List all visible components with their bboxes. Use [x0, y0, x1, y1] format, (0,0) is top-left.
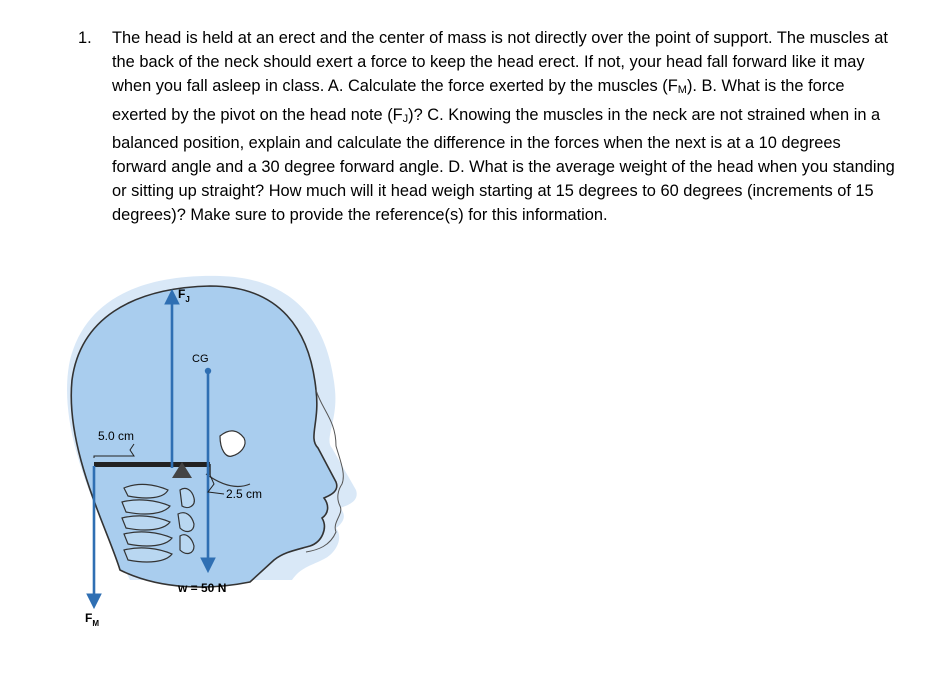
- subscript-j: J: [402, 112, 409, 125]
- head-force-diagram: [60, 270, 380, 650]
- label-fj: $F_J$: [178, 287, 190, 304]
- cervical-spine: [122, 484, 194, 562]
- problem-number: 1.: [78, 29, 92, 47]
- label-2-5cm: 2.5 cm: [226, 487, 263, 501]
- label-5cm: 5.0 cm: [98, 429, 135, 443]
- problem-text-part-3: )? C. Knowing the muscles in the neck are not strained when in a balanced position, explain and calculate the difference in the forces when the next is at a 10 degrees forward angle and a 30 degree forward angle. D. What is the average weight of the head when you standing or sitting up straight? How much will it head weigh starting at 15 degrees to 60 degrees (increments of 15 degrees)? Make sure to provide the reference(s) for this information.: [112, 105, 895, 225]
- label-weight: w = 50 N: [178, 581, 227, 595]
- problem-1: [78, 26, 898, 228]
- problem-text: [112, 26, 898, 228]
- label-cg: CG: [192, 353, 209, 365]
- lever-bar: [94, 462, 210, 467]
- problem-text-part-2: ). B. What is the force exerted by the pivot on the head note (F: [112, 77, 845, 124]
- subscript-m: M: [677, 84, 687, 97]
- label-fm: $F_M$: [85, 611, 100, 628]
- head-diagram-svg: [60, 270, 380, 650]
- cg-dot: [205, 368, 211, 374]
- problem-text-part-1: The head is held at an erect and the center of mass is not directly over the point of support. The muscles at the back of the neck should exert a force to keep the head erect. If not, your head fall forward like it may when you fall asleep in class. A. Calculate the force exerted by the muscles (F: [112, 29, 888, 96]
